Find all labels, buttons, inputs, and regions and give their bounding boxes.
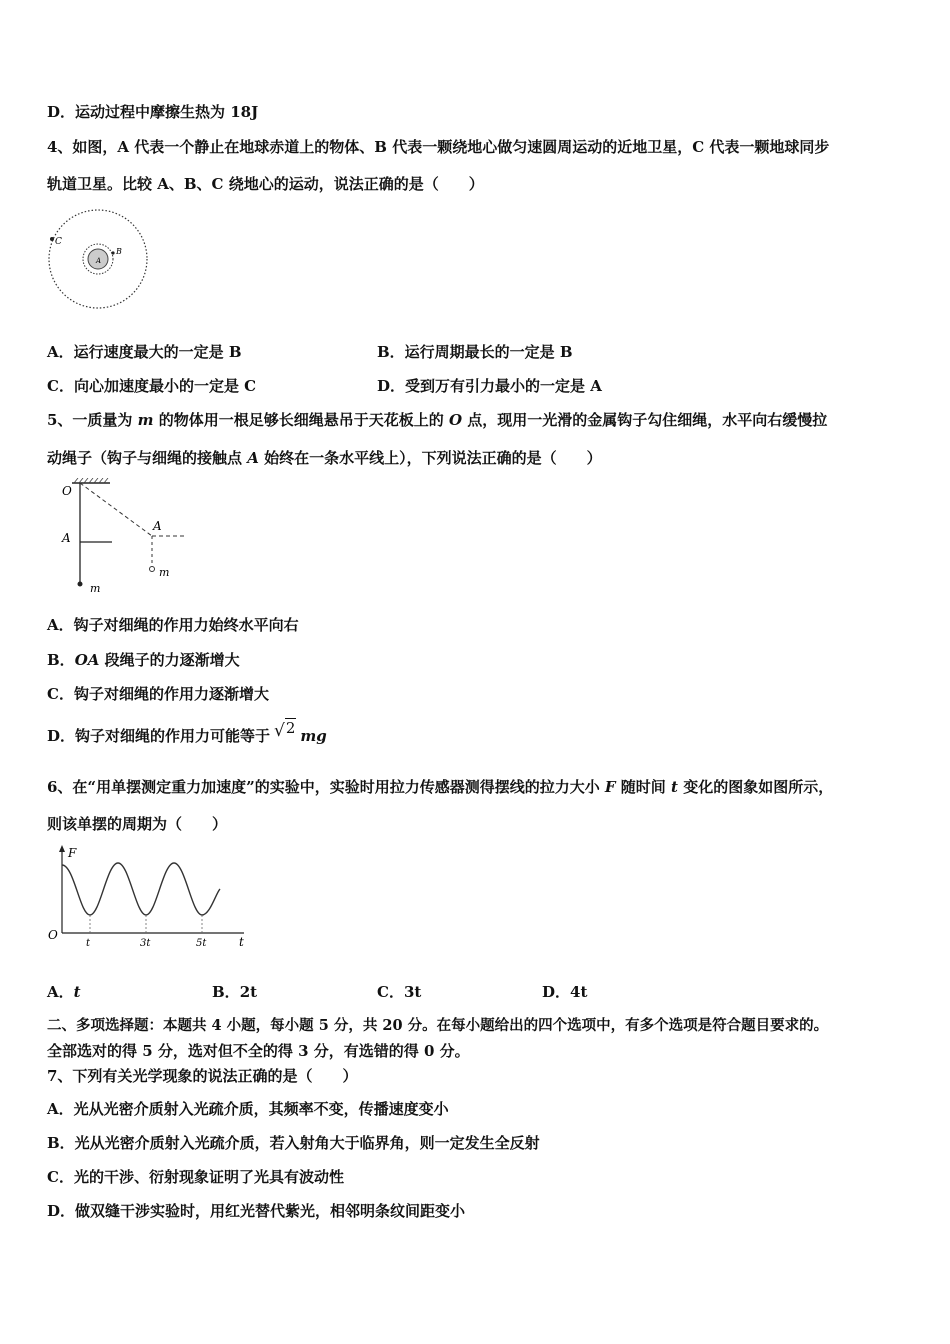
q6-option-a: A．t (47, 983, 81, 1001)
label-a-right: A (153, 519, 162, 533)
sqrt-symbol: √2 (274, 719, 296, 741)
q5-option-c: C．钩子对细绳的作用力逐渐增大 (47, 685, 269, 703)
label-c: C (55, 237, 62, 247)
q5-stem-line2: 动绳子（钩子与细绳的接触点 A 始终在一条水平线上），下列说法正确的是（ ） (47, 449, 602, 467)
q5-rope-figure (52, 478, 202, 598)
label-m-left: m (90, 582, 101, 595)
q6-stem-line1: 6、在“用单摆测定重力加速度”的实验中，实验时用拉力传感器测得摆线的拉力大小 F 随时间 t 变化的图象如图所示， (47, 778, 834, 796)
q7-option-d: D．做双缝干涉实验时，用红光替代紫光，相邻明条纹间距变小 (47, 1202, 466, 1220)
q4-orbit-figure (44, 205, 156, 311)
q5-option-b: B．OA 段绳子的力逐渐增大 (47, 651, 240, 669)
q7-stem: 7、下列有关光学现象的说法正确的是（ ） (47, 1067, 358, 1085)
label-a-left: A (62, 531, 71, 545)
section2-line1: 二、多项选择题：本题共 4 小题，每小题 5 分，共 20 分。在每小题给出的四个选项中，有多个选项是符合题目要求的。 (47, 1017, 829, 1034)
q6-options (47, 982, 907, 1002)
force-curve (62, 863, 220, 915)
q4-option-a: A．运行速度最大的一定是 B (47, 343, 242, 361)
origin-label: O (48, 928, 58, 942)
q3-option-d: D．运动过程中摩擦生热为 18J (47, 103, 259, 121)
axis-x-label: t (239, 935, 244, 949)
label-a: A (96, 257, 102, 265)
q7-option-c: C．光的干涉、衍射现象证明了光具有波动性 (47, 1168, 344, 1186)
q6-force-graph (44, 843, 254, 955)
section2-line2: 全部选对的得 5 分，选对但不全的得 3 分，有选错的得 0 分。 (47, 1042, 470, 1060)
axis-y-label: F (68, 846, 77, 860)
q6-stem-line2: 则该单摆的周期为（ ） (47, 815, 228, 833)
q6-option-b: B．2t (212, 983, 258, 1001)
q4-option-d: D．受到万有引力最小的一定是 A (377, 377, 602, 395)
q5-option-d: D．钩子对细绳的作用力可能等于 √2 mg (47, 719, 327, 745)
tick-label-1: t (86, 938, 91, 949)
tick-label-3: 5t (196, 938, 207, 949)
q4-stem-line2: 轨道卫星。比较 A、B、C 绕地心的运动，说法正确的是（ ） (47, 175, 484, 193)
q4-stem-line1: 4、如图，A 代表一个静止在地球赤道上的物体、B 代表一颗绕地心做匀速圆周运动的近地卫星，C 代表一颗地球同步 (47, 138, 830, 156)
label-b: B (116, 247, 122, 256)
label-o: O (62, 484, 72, 498)
tick-label-2: 3t (140, 938, 151, 949)
q6-option-c: C．3t (377, 983, 422, 1001)
label-m-right: m (159, 566, 170, 579)
q5-stem-line1: 5、一质量为 m 的物体用一根足够长细绳悬吊于天花板上的 O 点，现用一光滑的金属钩子勾住细绳，水平向右缓慢拉 (47, 411, 828, 429)
q4-options-row1 (47, 342, 907, 362)
q7-option-a: A．光从光密介质射入光疏介质，其频率不变，传播速度变小 (47, 1100, 449, 1118)
q4-options-row2 (47, 376, 907, 396)
q4-option-b: B．运行周期最长的一定是 B (377, 343, 573, 361)
q7-option-b: B．光从光密介质射入光疏介质，若入射角大于临界角，则一定发生全反射 (47, 1134, 540, 1152)
q5-option-a: A．钩子对细绳的作用力始终水平向右 (47, 616, 299, 634)
q4-option-c: C．向心加速度最小的一定是 C (47, 377, 257, 395)
q6-option-d: D．4t (542, 983, 588, 1001)
